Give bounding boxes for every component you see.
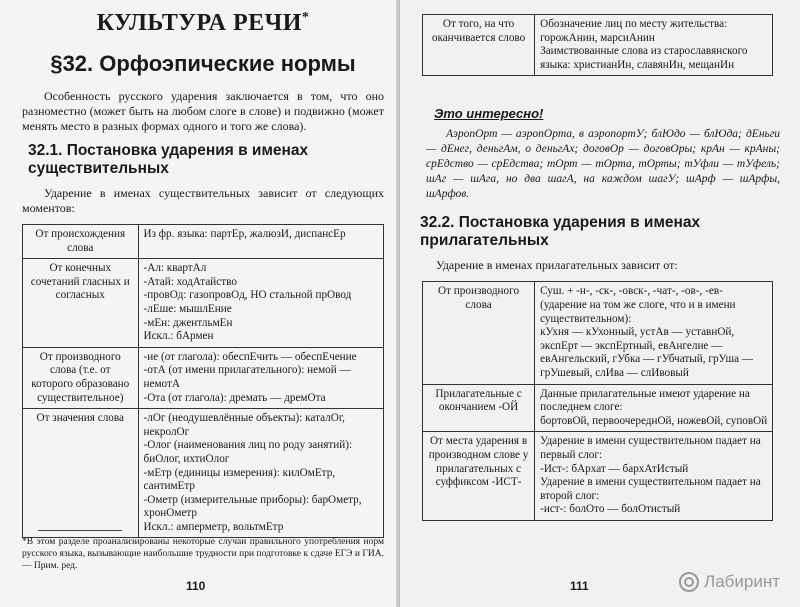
right-page: [400, 0, 800, 607]
examples-cell: [535, 384, 773, 432]
example-line: -отА (от имени прилагательного): немой — немотА: [143, 364, 351, 390]
interesting-heading: Это интересно!: [434, 106, 544, 122]
table-row: [423, 384, 773, 432]
example-line: Ударение в имени существительном падает на второй слог:: [540, 476, 761, 502]
condition-cell: Прилагательные с окончанием -ОЙ: [423, 384, 535, 432]
page-number-left: 110: [186, 579, 206, 593]
examples-cell: [535, 15, 773, 76]
table-row: [423, 282, 773, 384]
condition-cell: От того, на что оканчивается слово: [423, 15, 535, 76]
subsection-intro: Ударение в именах существительных зависит от следующих моментов:: [22, 186, 384, 215]
subsection-heading-adjectives: 32.2. Постановка ударения в именах прилагательных: [420, 214, 701, 250]
examples-cell: [535, 282, 773, 384]
example-line: Заимствованные слова из старославянского языка: христианИн, славянИн, мещанИн: [540, 45, 748, 71]
noun-stress-table: [22, 224, 384, 538]
intro-paragraph: Особенность русского ударения заключается в том, что оно разноместно (может быть на любом слоге в слове) и подвижно (может менять место в разных формах одного и того же слова).: [22, 89, 384, 133]
adjective-intro: Ударение в именах прилагательных зависит от:: [436, 258, 678, 273]
example-line: кУхня — кУхонный, устАв — уставнОй, экспЕрт — экспЕртный, евАнгелие — евАнгельский, гУбка — гУбчатый, грУша — грУшевый, слИва — слИвовый: [540, 326, 754, 379]
table-row: [423, 15, 773, 76]
adjective-stress-table: [422, 281, 773, 521]
example-line: -лЕше: мышлЕние: [143, 302, 232, 315]
condition-cell: От значения слова: [23, 409, 139, 538]
example-line: -Ота (от глагола): дремать — дремОта: [143, 391, 326, 404]
examples-cell: [138, 347, 383, 408]
table-row: [23, 409, 384, 538]
example-line: Суш. + -н-, -ск-, -овск-, -чат-, -ов-, -ев- (ударение на том же слоге, что и в имени существительном):: [540, 285, 736, 325]
table-row: [23, 225, 384, 259]
example-line: -Олог (наименования лиц по роду занятий): биОлог, ихтиОлог: [143, 439, 353, 465]
page-number-right: 111: [570, 579, 589, 593]
example-line: -Ал: квартАл: [143, 262, 207, 275]
examples-cell: [138, 409, 383, 538]
example-line: Искл.: амперметр, вольтмЕтр: [143, 520, 284, 533]
watermark: Лабиринт: [678, 571, 780, 593]
condition-cell: От производного слова (т.е. от которого образовано существительное): [23, 347, 139, 408]
examples-cell: [138, 259, 383, 348]
noun-stress-table-continued: [422, 14, 773, 76]
example-line: -лОг (неодушевлённые объекты): каталОг, некролОг: [143, 412, 345, 438]
condition-cell: От конечных сочетаний гласных и согласных: [23, 259, 139, 348]
example-line: -Ист-: бАрхат — бархАтИстый: [540, 462, 689, 475]
example-line: -мЕтр (единицы измерения): килОмЕтр, сантимЕтр: [143, 466, 336, 493]
example-line: -ие (от глагола): обеспЕчить — обеспЕчение: [143, 350, 357, 363]
condition-cell: От места ударения в производном слове у прилагательных с суффиксом -ИСТ-: [423, 432, 535, 521]
condition-cell: От производного слова: [423, 282, 535, 384]
example-line: -мЕн: джентльмЕн: [143, 316, 233, 329]
example-line: Обозначение лиц по месту жительства:: [540, 18, 728, 30]
interesting-paragraph: АэропОрт — аэропОрта, в аэропортУ; блЮдо — блЮда; дЕньги — дЕнег, деньгАм, о деньгАх; договОр — договОры; крАн — крАны; срЕдство — срЕдства; тОрт — тОрта, тОрты; тУфли — тУфель; шАг — шАга, но два шагА, на каждом шагУ; шАрф — шАрфы, шАрфов.: [426, 128, 780, 201]
labyrinth-logo-icon: [678, 571, 700, 593]
example-line: -ист-: болОто — болОтистый: [540, 503, 681, 516]
example-line: Из фр. языка: партЕр, жалюзИ, диспансЕр: [143, 228, 346, 240]
footnote: *В этом разделе проанализированы некоторые случаи правильного употребления норм русского языка, вызывающие наибольшие трудности при подготовке к сдаче ЕГЭ и ГИА. — Прим. ред.: [22, 537, 384, 571]
example-line: -Ометр (измерительные приборы): барОметр, хронОметр: [143, 493, 362, 520]
table-row: [23, 347, 384, 408]
examples-cell: [138, 225, 383, 259]
example-line: горожАнин, марсиАнин: [540, 31, 655, 44]
example-line: Искл.: бАрмен: [143, 330, 214, 343]
chapter-title: КУЛЬТУРА РЕЧИ*: [96, 10, 310, 36]
example-line: -Атай: ходАтайство: [143, 275, 237, 288]
example-line: бортовОй, первоочереднОй, ножевОй, суповОй: [540, 414, 768, 427]
subsection-heading: 32.1. Постановка ударения в именах существительных: [28, 142, 309, 177]
table-row: [423, 432, 773, 521]
example-line: -провОд: газопровОд, НО стальной прОвод: [143, 289, 352, 302]
footnote-divider: [38, 530, 122, 531]
section-heading: §32. Орфоэпические нормы: [50, 51, 356, 76]
condition-cell: От происхождения слова: [23, 225, 139, 259]
example-line: Ударение в имени существительном падает на первый слог:: [540, 435, 761, 461]
example-line: Данные прилагательные имеют ударение на последнем слоге:: [540, 387, 750, 414]
table-row: [23, 259, 384, 348]
examples-cell: [535, 432, 773, 521]
